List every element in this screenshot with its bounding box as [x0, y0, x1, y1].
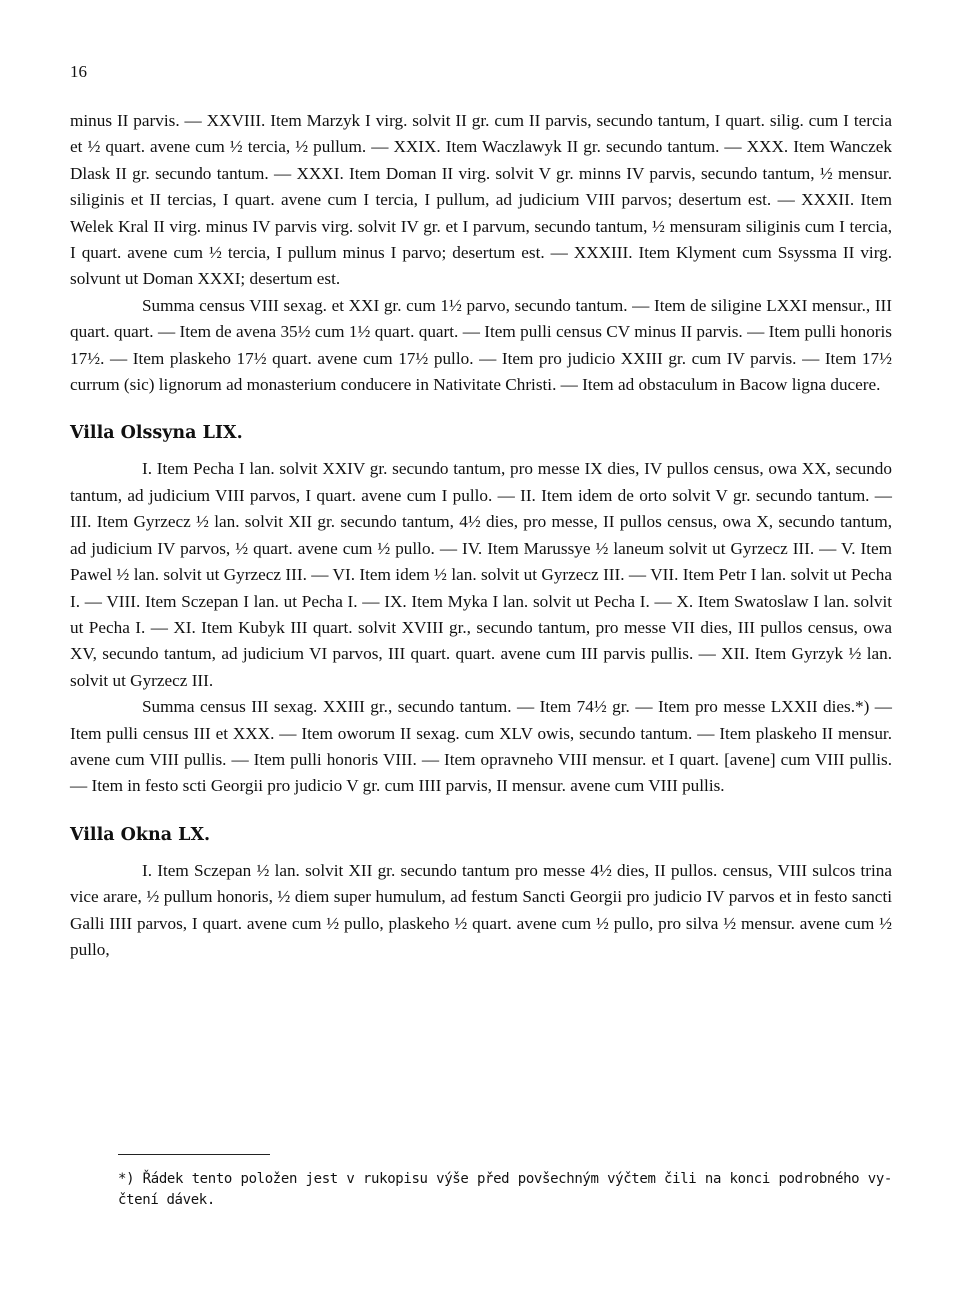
section-heading-olssyna: Villa Olssyna LIX. — [70, 423, 243, 444]
olssyna-paragraph-1: I. Item Pecha I lan. solvit XXIV gr. secundo tantum, pro messe IX dies, IV pullos census, owa XX, secundo tantum, ad judicium VIII parvos, I quart. avene cum I pullo. — II. Item idem de orto solvit V gr. secundo tantum. — III. Item Gyrzecz ½ lan. solvit XII gr. secundo tantum, 4½ dies, pro messe, II pullos census, owa X, secundo tantum, ad judicium IV parvos, ½ quart. avene cum ½ pullo. — IV. Item Marussye ½ laneum solvit ut Gyrzecz III. — V. Item Pawel ½ lan. solvit ut Gyrzecz III. — VI. Item idem ½ lan. solvit ut Gyrzecz III. — VII. Item Petr I lan. solvit ut Pecha I. — VIII. Item Sczepan I lan. ut Pecha I. — IX. Item Myka I lan. solvit ut Pecha I. — X. Item Swatoslaw I lan. solvit ut Pecha I. — XI. Item Kubyk III quart. solvit XVIII gr., secundo tantum, pro messe VII dies, III pullos census, owa XV, secundo tantum, ad judicium VI parvos, III quart. quart. avene cum III parvis pullis. — XII. Item Gyrzyk ½ lan. solvit ut Gyrzecz III. — [70, 459, 892, 690]
footnote: *) Řádek tento položen jest v rukopisu výše před povšechným výčtem čili na konci podrobného vy-čtení dávek. — [118, 1171, 892, 1208]
page-number: 16 — [70, 62, 87, 81]
okna-paragraph-1: I. Item Sczepan ½ lan. solvit XII gr. secundo tantum pro messe 4½ dies, II pullos. census, VIII sulcos trina vice arare, ½ pullum honoris, ½ diem super humulum, ad festum Sancti Georgii pro judicio IV parvos et in festo sancti Galli IIII parvos, I quart. avene cum ½ pullo, plaskeho ½ quart. avene cum ½ pullo, pro silva ½ mensur. avene cum ½ pullo, — [70, 860, 892, 959]
intro-paragraph-1: minus II parvis. — XXVIII. Item Marzyk I virg. solvit II gr. cum II parvis, secundo tantum, I quart. silig. cum I tercia et ½ quart. avene cum ½ tercia, ½ pullum. — XXIX. Item Waczlawyk II gr. secundo tantum. — XXX. Item Wanczek Dlask II gr. secundo tantum. — XXXI. Item Doman II virg. solvit V gr. minns IV parvis, secundo tantum, ½ mensur. siliginis et II tercias, I quart. avene cum I tercia, I pullum, ad judicium VIII parvos; desertum est. — XXXII. Item Welek Kral II virg. minus IV parvis virg. solvit IV gr. et I parvum, secundo tantum, ½ mensuram siliginis cum I tercia, I quart. avene cum ½ tercia, I pullum minus I parvo; desertum est. — XXXIII. Item Klyment cum Ssyssma II virg. solvunt ut Doman XXXI; desertum est. — [70, 111, 892, 289]
page-content — [70, 108, 892, 963]
footnote-divider — [118, 1154, 270, 1155]
olssyna-summary-paragraph: Summa census III sexag. XXIII gr., secundo tantum. — Item 74½ gr. — Item pro messe LXXII dies.*) — Item pulli census III et XXX. — Item oworum II sexag. cum XLV owis, secundo tantum. — Item plaskeho II mensur. avene cum VIII pullis. — Item pulli honoris VIII. — Item opravneho VIII mensur. et I quart. [avene] cum VIII pullis. — Item in festo scti Georgii pro judicio V gr. cum IIII parvis, II mensur. avene cum VIII pullis. — [70, 697, 892, 796]
section-heading-okna: Villa Okna LX. — [70, 824, 211, 845]
intro-summary-paragraph: Summa census VIII sexag. et XXI gr. cum 1½ parvo, secundo tantum. — Item de siligine LXXI mensur., III quart. quart. — Item de avena 35½ cum 1½ quart. quart. — Item pulli census CV minus II parvis. — Item pulli honoris 17½. — Item plaskeho 17½ quart. avene cum 17½ pullo. — Item pro judicio XXIII gr. cum IV parvis. — Item 17½ currum (sic) lignorum ad monasterium conducere in Nativitate Christi. — Item ad obstaculum in Bacow ligna ducere. — [70, 295, 892, 395]
